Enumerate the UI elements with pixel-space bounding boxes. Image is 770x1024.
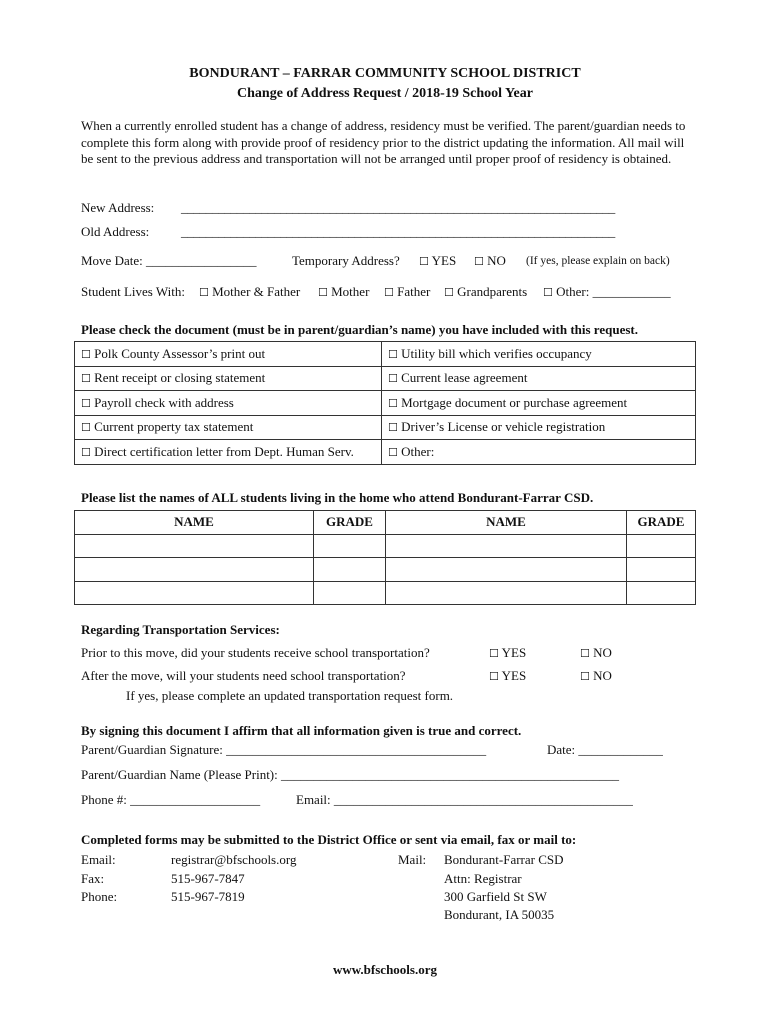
table-header-row (75, 511, 696, 535)
new-address-label: New Address: (81, 200, 155, 215)
lives-with-mother[interactable]: ☐ Mother (318, 284, 370, 299)
intro-paragraph: When a currently enrolled student has a change of address, residency must be verified. The parent/guardian needs to complete this form along with provide proof of residency prior to the district updating the information. All mail will be sent to the previous address and transportation will not be arranged until proper proof of residency is obtained. (81, 118, 686, 167)
checkbox-icon[interactable]: ☐ (489, 647, 499, 660)
doc-option[interactable]: ☐ Mortgage document or purchase agreement (382, 391, 696, 416)
grade-header: GRADE (627, 511, 696, 535)
checkbox-icon[interactable]: ☐ (388, 372, 398, 386)
old-address-field[interactable]: ______________________________________________________________________ (181, 224, 616, 239)
checkbox-icon[interactable]: ☐ (474, 255, 484, 268)
doc-option[interactable]: ☐ Current lease agreement (382, 366, 696, 391)
doc-option[interactable]: ☐ Rent receipt or closing statement (75, 366, 382, 391)
phone-label: Phone: (81, 889, 118, 904)
checkbox-icon[interactable]: ☐ (543, 286, 553, 299)
doc-option[interactable]: ☐ Other: (382, 440, 696, 465)
lives-with-mother-father[interactable]: ☐ Mother & Father (199, 284, 301, 299)
documents-heading: Please check the document (must be in parent/guardian’s name) you have included with this request. (81, 322, 638, 337)
grade-header: GRADE (314, 511, 386, 535)
lives-with-father[interactable]: ☐ Father (384, 284, 431, 299)
print-name-field[interactable]: Parent/Guardian Name (Please Print): ____________________________________________________ (81, 767, 619, 782)
doc-option[interactable]: ☐ Payroll check with address (75, 391, 382, 416)
name-cell[interactable] (386, 534, 627, 558)
submit-heading: Completed forms may be submitted to the District Office or sent via email, fax or mail to: (81, 832, 577, 847)
district-title: BONDURANT – FARRAR COMMUNITY SCHOOL DISTRICT (189, 66, 581, 81)
q2-yes-option[interactable]: ☐ YES (489, 668, 527, 683)
grade-cell[interactable] (314, 534, 386, 558)
doc-option[interactable]: ☐ Driver’s License or vehicle registration (382, 415, 696, 440)
table-row (75, 581, 696, 605)
table-row (75, 415, 696, 440)
checkbox-icon[interactable]: ☐ (81, 421, 91, 435)
phone-field[interactable]: Phone #: ____________________ (81, 792, 261, 807)
mail-line: 300 Garfield St SW (444, 889, 547, 904)
temp-yes-option[interactable]: ☐ YES (419, 253, 457, 268)
table-row (75, 342, 696, 367)
table-row (75, 440, 696, 465)
checkbox-icon[interactable]: ☐ (81, 372, 91, 386)
checkbox-icon[interactable]: ☐ (388, 445, 398, 459)
checkbox-icon[interactable]: ☐ (419, 255, 429, 268)
transport-heading: Regarding Transportation Services: (81, 622, 280, 637)
name-header: NAME (386, 511, 627, 535)
checkbox-icon[interactable]: ☐ (199, 286, 209, 299)
table-row (75, 366, 696, 391)
grade-cell[interactable] (314, 558, 386, 582)
signature-heading: By signing this document I affirm that all information given is true and correct. (81, 723, 522, 738)
q1-yes-option[interactable]: ☐ YES (489, 645, 527, 660)
documents-table (74, 341, 696, 465)
name-cell[interactable] (386, 558, 627, 582)
mail-label: Mail: (398, 852, 427, 867)
checkbox-icon[interactable]: ☐ (318, 286, 328, 299)
checkbox-icon[interactable]: ☐ (444, 286, 454, 299)
name-header: NAME (75, 511, 314, 535)
checkbox-icon[interactable]: ☐ (384, 286, 394, 299)
name-cell[interactable] (75, 534, 314, 558)
checkbox-icon[interactable]: ☐ (81, 396, 91, 410)
signature-field[interactable]: Parent/Guardian Signature: ________________________________________ (81, 742, 487, 757)
fax-number: 515-967-7847 (171, 871, 245, 886)
temp-no-option[interactable]: ☐ NO (474, 253, 506, 268)
checkbox-icon[interactable]: ☐ (580, 647, 590, 660)
website-footer[interactable]: www.bfschools.org (332, 962, 437, 977)
lives-with-grandparents[interactable]: ☐ Grandparents (444, 284, 528, 299)
temporary-address-label: Temporary Address? (292, 253, 400, 268)
checkbox-icon[interactable]: ☐ (580, 670, 590, 683)
table-row (75, 558, 696, 582)
q1-no-option[interactable]: ☐ NO (580, 645, 612, 660)
q2-no-option[interactable]: ☐ NO (580, 668, 612, 683)
checkbox-icon[interactable]: ☐ (388, 347, 398, 361)
registrar-email[interactable]: registrar@bfschools.org (171, 852, 297, 867)
students-heading: Please list the names of ALL students living in the home who attend Bondurant-Farrar CSD. (81, 490, 594, 505)
name-cell[interactable] (75, 581, 314, 605)
checkbox-icon[interactable]: ☐ (489, 670, 499, 683)
grade-cell[interactable] (627, 534, 696, 558)
doc-option[interactable]: ☐ Current property tax statement (75, 415, 382, 440)
name-cell[interactable] (75, 558, 314, 582)
checkbox-icon[interactable]: ☐ (388, 396, 398, 410)
mail-line: Bondurant-Farrar CSD (444, 852, 564, 867)
table-row (75, 534, 696, 558)
transport-q1: Prior to this move, did your students receive school transportation? (81, 645, 430, 660)
checkbox-icon[interactable]: ☐ (81, 347, 91, 361)
grade-cell[interactable] (314, 581, 386, 605)
fax-label: Fax: (81, 871, 105, 886)
form-title: Change of Address Request / 2018-19 School Year (237, 86, 533, 101)
lives-with-other[interactable]: ☐ Other: ____________ (543, 284, 671, 299)
lives-with-label: Student Lives With: (81, 284, 185, 299)
date-field[interactable]: Date: _____________ (547, 742, 663, 757)
doc-option[interactable]: ☐ Polk County Assessor’s print out (75, 342, 382, 367)
students-table (74, 510, 696, 605)
checkbox-icon[interactable]: ☐ (81, 445, 91, 459)
doc-option[interactable]: ☐ Direct certification letter from Dept. Human Serv. (75, 440, 382, 465)
name-cell[interactable] (386, 581, 627, 605)
new-address-field[interactable]: ______________________________________________________________________ (181, 200, 616, 215)
phone-number: 515-967-7819 (171, 889, 245, 904)
transport-q2: After the move, will your students need school transportation? (81, 668, 406, 683)
move-date-field[interactable]: Move Date: _________________ (81, 253, 257, 268)
transport-note: If yes, please complete an updated transportation request form. (126, 688, 454, 703)
temp-note: (If yes, please explain on back) (526, 255, 670, 267)
email-field[interactable]: Email: ______________________________________________ (296, 792, 633, 807)
mail-line: Bondurant, IA 50035 (444, 907, 555, 922)
mail-line: Attn: Registrar (444, 871, 522, 886)
grade-cell[interactable] (627, 558, 696, 582)
old-address-label: Old Address: (81, 224, 150, 239)
grade-cell[interactable] (627, 581, 696, 605)
doc-option[interactable]: ☐ Utility bill which verifies occupancy (382, 342, 696, 367)
checkbox-icon[interactable]: ☐ (388, 421, 398, 435)
email-label: Email: (81, 852, 116, 867)
table-row (75, 391, 696, 416)
